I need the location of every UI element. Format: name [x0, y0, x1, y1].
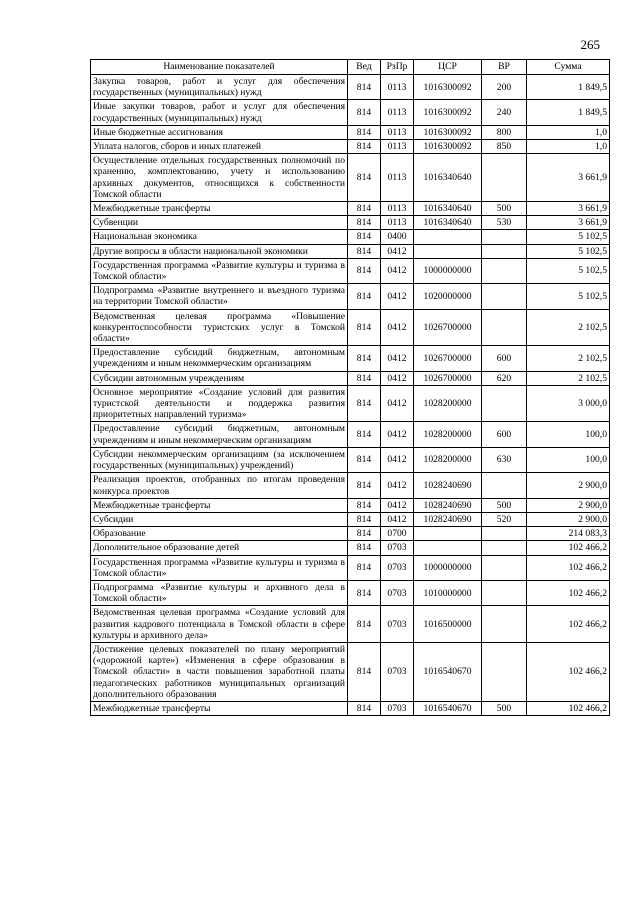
cell-rzpr: 0703 [381, 580, 414, 605]
cell-csr [414, 230, 482, 244]
cell-rzpr: 0412 [381, 422, 414, 447]
cell-rzpr: 0412 [381, 309, 414, 346]
cell-vr [482, 580, 527, 605]
cell-ved: 814 [348, 580, 381, 605]
cell-vr: 850 [482, 140, 527, 154]
cell-csr: 1016340640 [414, 216, 482, 230]
cell-name: Государственная программа «Развитие культуры и туризма в Томской области» [91, 258, 348, 283]
table-row [91, 473, 610, 498]
cell-rzpr: 0703 [381, 555, 414, 580]
cell-rzpr: 0703 [381, 606, 414, 643]
cell-sum: 5 102,5 [527, 244, 610, 258]
cell-ved: 814 [348, 244, 381, 258]
table-body [91, 75, 610, 716]
cell-rzpr: 0412 [381, 371, 414, 385]
table-row [91, 202, 610, 216]
cell-sum: 5 102,5 [527, 230, 610, 244]
cell-sum: 2 900,0 [527, 473, 610, 498]
cell-rzpr: 0113 [381, 75, 414, 100]
table-row [91, 606, 610, 643]
cell-csr [414, 527, 482, 541]
cell-vr [482, 385, 527, 422]
cell-ved: 814 [348, 284, 381, 309]
cell-name: Субсидии [91, 512, 348, 526]
cell-name: Национальная экономика [91, 230, 348, 244]
cell-name: Дополнительное образование детей [91, 541, 348, 555]
cell-csr: 1016300092 [414, 75, 482, 100]
cell-csr: 1016300092 [414, 140, 482, 154]
cell-sum: 2 900,0 [527, 512, 610, 526]
cell-csr: 1016300092 [414, 100, 482, 125]
cell-name: Подпрограмма «Развитие внутреннего и въездного туризма на территории Томской области» [91, 284, 348, 309]
cell-name: Иные закупки товаров, работ и услуг для обеспечения государственных (муниципальных) нужд [91, 100, 348, 125]
cell-ved: 814 [348, 555, 381, 580]
header-csr: ЦСР [414, 60, 482, 75]
cell-sum: 3 661,9 [527, 216, 610, 230]
table-row [91, 346, 610, 371]
cell-ved: 814 [348, 258, 381, 283]
cell-csr: 1026700000 [414, 309, 482, 346]
cell-csr: 1000000000 [414, 258, 482, 283]
cell-rzpr: 0412 [381, 447, 414, 472]
cell-name: Межбюджетные трансферты [91, 701, 348, 715]
cell-csr: 1016340640 [414, 202, 482, 216]
cell-vr [482, 541, 527, 555]
cell-rzpr: 0412 [381, 498, 414, 512]
cell-csr: 1028240690 [414, 498, 482, 512]
cell-vr: 630 [482, 447, 527, 472]
cell-name: Межбюджетные трансферты [91, 498, 348, 512]
cell-name: Предоставление субсидий бюджетным, автономным учреждениям и иным некоммерческим организациям [91, 422, 348, 447]
cell-csr: 1028240690 [414, 473, 482, 498]
cell-sum: 3 661,9 [527, 154, 610, 202]
table-row [91, 385, 610, 422]
cell-ved: 814 [348, 140, 381, 154]
cell-ved: 814 [348, 473, 381, 498]
cell-csr: 1028200000 [414, 385, 482, 422]
cell-ved: 814 [348, 75, 381, 100]
table-row [91, 140, 610, 154]
cell-vr [482, 244, 527, 258]
cell-vr [482, 309, 527, 346]
cell-sum: 3 000,0 [527, 385, 610, 422]
cell-vr: 530 [482, 216, 527, 230]
cell-csr: 1016540670 [414, 701, 482, 715]
header-vr: ВР [482, 60, 527, 75]
cell-name: Образование [91, 527, 348, 541]
cell-vr [482, 258, 527, 283]
cell-vr: 520 [482, 512, 527, 526]
cell-ved: 814 [348, 371, 381, 385]
cell-rzpr: 0400 [381, 230, 414, 244]
table-row [91, 371, 610, 385]
cell-ved: 814 [348, 202, 381, 216]
cell-vr: 800 [482, 125, 527, 139]
cell-csr: 1028200000 [414, 422, 482, 447]
cell-ved: 814 [348, 216, 381, 230]
cell-rzpr: 0412 [381, 346, 414, 371]
cell-ved: 814 [348, 154, 381, 202]
cell-sum: 102 466,2 [527, 541, 610, 555]
cell-sum: 5 102,5 [527, 258, 610, 283]
table-row [91, 512, 610, 526]
header-name: Наименование показателей [91, 60, 348, 75]
table-row [91, 216, 610, 230]
table-header [91, 60, 610, 75]
header-rzpr: РзПр [381, 60, 414, 75]
cell-csr: 1010000000 [414, 580, 482, 605]
cell-ved: 814 [348, 512, 381, 526]
table-row [91, 447, 610, 472]
cell-name: Закупка товаров, работ и услуг для обеспечения государственных (муниципальных) нужд [91, 75, 348, 100]
cell-ved: 814 [348, 230, 381, 244]
cell-vr: 240 [482, 100, 527, 125]
table-row [91, 284, 610, 309]
cell-sum: 3 661,9 [527, 202, 610, 216]
cell-csr: 1000000000 [414, 555, 482, 580]
cell-rzpr: 0412 [381, 473, 414, 498]
cell-rzpr: 0113 [381, 216, 414, 230]
cell-name: Ведомственная целевая программа «Создание условий для развития кадрового потенциала в Томской области в сфере культуры и архивного дела» [91, 606, 348, 643]
cell-csr [414, 541, 482, 555]
cell-sum: 102 466,2 [527, 580, 610, 605]
cell-sum: 100,0 [527, 447, 610, 472]
cell-name: Уплата налогов, сборов и иных платежей [91, 140, 348, 154]
cell-vr [482, 154, 527, 202]
cell-name: Предоставление субсидий бюджетным, автономным учреждениям и иным некоммерческим организациям [91, 346, 348, 371]
cell-ved: 814 [348, 527, 381, 541]
table-row [91, 642, 610, 701]
cell-vr [482, 230, 527, 244]
cell-name: Субсидии автономным учреждениям [91, 371, 348, 385]
cell-csr: 1020000000 [414, 284, 482, 309]
cell-name: Реализация проектов, отобранных по итогам проведения конкурса проектов [91, 473, 348, 498]
cell-ved: 814 [348, 447, 381, 472]
cell-ved: 814 [348, 309, 381, 346]
header-sum: Сумма [527, 60, 610, 75]
cell-vr: 620 [482, 371, 527, 385]
cell-sum: 102 466,2 [527, 555, 610, 580]
cell-name: Подпрограмма «Развитие культуры и архивного дела в Томской области» [91, 580, 348, 605]
table-row [91, 541, 610, 555]
table-row [91, 309, 610, 346]
cell-vr [482, 606, 527, 643]
cell-csr: 1026700000 [414, 346, 482, 371]
table-row [91, 527, 610, 541]
cell-ved: 814 [348, 701, 381, 715]
cell-rzpr: 0113 [381, 140, 414, 154]
cell-sum: 102 466,2 [527, 606, 610, 643]
cell-ved: 814 [348, 498, 381, 512]
cell-rzpr: 0700 [381, 527, 414, 541]
cell-ved: 814 [348, 100, 381, 125]
cell-vr: 600 [482, 346, 527, 371]
cell-rzpr: 0703 [381, 642, 414, 701]
cell-name: Ведомственная целевая программа «Повышение конкурентоспособности туристских услуг в Томской области» [91, 309, 348, 346]
cell-sum: 1,0 [527, 140, 610, 154]
cell-csr: 1026700000 [414, 371, 482, 385]
cell-ved: 814 [348, 385, 381, 422]
table-row [91, 701, 610, 715]
table-row [91, 498, 610, 512]
cell-rzpr: 0113 [381, 125, 414, 139]
table-row [91, 75, 610, 100]
cell-name: Государственная программа «Развитие культуры и туризма в Томской области» [91, 555, 348, 580]
cell-vr [482, 284, 527, 309]
cell-sum: 1 849,5 [527, 100, 610, 125]
cell-sum: 1 849,5 [527, 75, 610, 100]
cell-csr: 1016500000 [414, 606, 482, 643]
table-row [91, 580, 610, 605]
table-row [91, 154, 610, 202]
cell-rzpr: 0703 [381, 701, 414, 715]
page-number: 265 [580, 37, 600, 52]
cell-rzpr: 0412 [381, 258, 414, 283]
cell-ved: 814 [348, 642, 381, 701]
header-row [91, 60, 610, 75]
cell-rzpr: 0412 [381, 244, 414, 258]
cell-csr: 1028200000 [414, 447, 482, 472]
cell-name: Иные бюджетные ассигнования [91, 125, 348, 139]
cell-csr: 1016300092 [414, 125, 482, 139]
budget-table [90, 59, 610, 716]
cell-sum: 102 466,2 [527, 701, 610, 715]
cell-rzpr: 0412 [381, 284, 414, 309]
cell-sum: 100,0 [527, 422, 610, 447]
cell-sum: 102 466,2 [527, 642, 610, 701]
cell-ved: 814 [348, 125, 381, 139]
cell-csr: 1028240690 [414, 512, 482, 526]
cell-rzpr: 0113 [381, 202, 414, 216]
cell-name: Основное мероприятие «Создание условий для развития туристской деятельности и поддержка развития приоритетных направлений туризма» [91, 385, 348, 422]
cell-vr [482, 527, 527, 541]
cell-rzpr: 0113 [381, 100, 414, 125]
table-row [91, 244, 610, 258]
cell-sum: 2 102,5 [527, 309, 610, 346]
cell-sum: 2 900,0 [527, 498, 610, 512]
cell-vr [482, 642, 527, 701]
cell-sum: 2 102,5 [527, 346, 610, 371]
cell-ved: 814 [348, 606, 381, 643]
cell-vr: 500 [482, 701, 527, 715]
cell-name: Межбюджетные трансферты [91, 202, 348, 216]
cell-rzpr: 0703 [381, 541, 414, 555]
cell-vr [482, 473, 527, 498]
cell-ved: 814 [348, 422, 381, 447]
table-row [91, 230, 610, 244]
table-row [91, 125, 610, 139]
cell-vr: 500 [482, 498, 527, 512]
cell-ved: 814 [348, 541, 381, 555]
header-ved: Вед [348, 60, 381, 75]
cell-vr: 600 [482, 422, 527, 447]
cell-name: Достижение целевых показателей по плану мероприятий («дорожной карте») «Изменения в сфере образования в Томской области» в части повышения заработной платы педагогических работников муниципальных организаций дополнительного образования [91, 642, 348, 701]
cell-name: Осуществление отдельных государственных полномочий по хранению, комплектованию, учету и использованию архивных документов, относящихся к собственности Томской области [91, 154, 348, 202]
table-row [91, 100, 610, 125]
cell-sum: 5 102,5 [527, 284, 610, 309]
cell-name: Другие вопросы в области национальной экономики [91, 244, 348, 258]
cell-sum: 2 102,5 [527, 371, 610, 385]
cell-vr [482, 555, 527, 580]
cell-name: Субвенции [91, 216, 348, 230]
cell-vr: 200 [482, 75, 527, 100]
cell-rzpr: 0113 [381, 154, 414, 202]
table-row [91, 258, 610, 283]
cell-csr: 1016540670 [414, 642, 482, 701]
cell-sum: 1,0 [527, 125, 610, 139]
table-row [91, 555, 610, 580]
cell-ved: 814 [348, 346, 381, 371]
cell-sum: 214 083,3 [527, 527, 610, 541]
cell-name: Субсидии некоммерческим организациям (за исключением государственных (муниципальных) учреждений) [91, 447, 348, 472]
cell-rzpr: 0412 [381, 512, 414, 526]
cell-rzpr: 0412 [381, 385, 414, 422]
cell-vr: 500 [482, 202, 527, 216]
cell-csr: 1016340640 [414, 154, 482, 202]
cell-csr [414, 244, 482, 258]
table-row [91, 422, 610, 447]
